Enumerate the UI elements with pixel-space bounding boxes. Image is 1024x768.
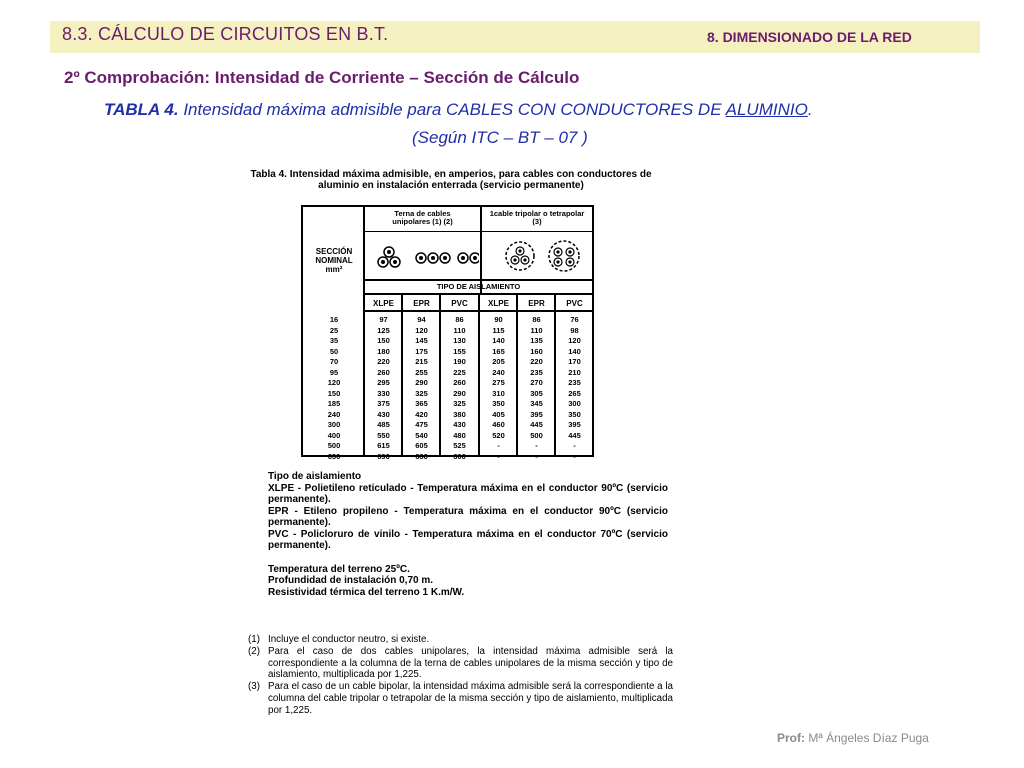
table-cell: 145 <box>415 336 428 345</box>
table-cell: 240 <box>327 409 341 419</box>
table-hline-values <box>363 310 592 312</box>
table-cell: 380 <box>453 409 466 419</box>
table-cell: 165 <box>492 346 505 356</box>
ampacity-table <box>301 205 594 461</box>
group-unipolar-header <box>365 210 480 226</box>
table-cell: 300 <box>327 420 341 429</box>
table-cell: 110 <box>530 325 543 335</box>
table-cell: 430 <box>453 420 466 429</box>
col-head-pvc-1: PVC <box>451 299 468 308</box>
table-cell: - <box>573 451 576 461</box>
table-cell: 50 <box>329 346 339 356</box>
table-cell: - <box>497 441 500 450</box>
table-cell: 525 <box>453 441 466 450</box>
footnote-text: Incluye el conductor neutro, si existe. <box>268 634 430 645</box>
table-cell: 185 <box>327 399 341 408</box>
table-title-lead: TABLA 4. <box>104 100 179 119</box>
table-caption <box>236 169 666 191</box>
col-head-xlpe-1: XLPE <box>373 299 394 308</box>
table-cell: - <box>535 441 538 450</box>
table-cell: 600 <box>453 451 466 461</box>
footnote-text: Para el caso de dos cables unipolares, la intensidad máxima admisible será la correspondiente a la columna de la terna de cables unipolares de la misma sección y tipo de aislamiento, multiplicada por 1,225. <box>268 645 673 681</box>
table-cell: 365 <box>415 399 428 408</box>
table-cell: - <box>573 441 576 450</box>
table-hline-group <box>363 231 592 232</box>
group-unipolar-line-2: unipolares (1) (2) <box>392 217 453 226</box>
notes-insulation-title: Tipo de aislamiento <box>268 471 362 482</box>
table-cell: - <box>497 451 500 461</box>
table-title-end: . <box>807 100 813 119</box>
table-cell: 86 <box>455 315 464 324</box>
table-cell: 400 <box>327 430 341 440</box>
table-cell: 255 <box>415 367 428 377</box>
footnote-number: (2) <box>248 645 260 657</box>
section-label-line-2: NOMINAL <box>315 256 353 265</box>
insulation-type-header: TIPO DE AISLAMIENTO <box>436 282 521 291</box>
table-cell: 235 <box>568 378 581 387</box>
table-cell: 70 <box>329 357 339 366</box>
table-cell: 520 <box>492 430 505 440</box>
section-label <box>303 247 365 274</box>
table-cell: 460 <box>492 420 505 429</box>
table-cell: 500 <box>327 441 341 450</box>
table-cell: 210 <box>568 367 581 377</box>
table-cell: 175 <box>415 346 428 356</box>
table-cell: 420 <box>415 409 428 419</box>
table-cell: 310 <box>492 388 505 398</box>
table-cell: 480 <box>453 430 466 440</box>
group-tripolar-line-1: 1cable tripolar o tetrapolar <box>489 209 585 218</box>
slide-subtitle: 2º Comprobación: Intensidad de Corriente – Sección de Cálculo <box>64 68 580 87</box>
table-cell: 150 <box>327 388 341 398</box>
table-cell: 25 <box>329 325 339 335</box>
table-cell: 540 <box>415 430 428 440</box>
table-cell: 485 <box>377 420 390 429</box>
header-title: 8.3. CÁLCULO DE CIRCUITOS EN B.T. <box>62 24 389 44</box>
table-cell: 300 <box>568 399 581 408</box>
table-hline-insulation <box>363 279 592 281</box>
section-label-line-3: mm² <box>325 265 343 274</box>
author-name: Mª Ángeles Díaz Puga <box>805 731 929 745</box>
table-cell: 110 <box>453 325 466 335</box>
footnote-number: (3) <box>248 681 260 693</box>
table-cell: 155 <box>453 346 466 356</box>
table-cell: 350 <box>492 399 505 408</box>
table-cell: 97 <box>379 315 388 324</box>
table-cell: 395 <box>530 409 543 419</box>
table-cell: 220 <box>530 357 543 366</box>
table-cell: 325 <box>415 388 428 398</box>
table-cell: 550 <box>377 430 390 440</box>
table-cell: 215 <box>415 357 428 366</box>
footnote-item <box>248 681 673 716</box>
caption-line-1: Tabla 4. Intensidad máxima admisible, en amperios, para cables con conductores de <box>250 169 652 180</box>
table-cell: 98 <box>570 325 579 335</box>
table-cell: 475 <box>415 420 428 429</box>
group-tripolar-header <box>482 210 592 226</box>
table-cell: 330 <box>377 388 390 398</box>
insulation-notes <box>268 471 668 598</box>
col-head-pvc-2: PVC <box>566 299 583 308</box>
table-cell: 270 <box>530 378 543 387</box>
table-cell: 345 <box>530 399 543 408</box>
values-column-xlpe-1 <box>365 315 402 462</box>
table-cell: 290 <box>415 378 428 387</box>
table-cell: 150 <box>377 336 390 345</box>
table-cell: 445 <box>568 430 581 440</box>
footnote-text: Para el caso de un cable bipolar, la intensidad máxima admisible será la correspondiente a la columna del cable tripolar o tetrapolar de la misma sección y tipo de aislamiento, multiplicada por 1,225. <box>268 681 673 716</box>
notes-resistivity: Resistividad térmica del terreno 1 K.m/W. <box>268 586 465 598</box>
table-cell: 445 <box>530 420 543 429</box>
table-title-source: (Según ITC – BT – 07 ) <box>412 128 588 147</box>
table-cell: 260 <box>377 367 390 377</box>
table-cell: 265 <box>568 388 581 398</box>
table-cell: 615 <box>377 441 390 450</box>
footnotes <box>248 634 673 717</box>
table-cell: 680 <box>415 451 428 461</box>
table-cell: 35 <box>329 336 339 345</box>
table-cell: - <box>535 451 538 461</box>
caption-line-2: aluminio en instalación enterrada (servicio permanente) <box>318 180 584 191</box>
table-cell: 605 <box>415 441 428 450</box>
author-prefix: Prof: <box>777 731 805 745</box>
table-cell: 305 <box>530 388 543 398</box>
table-hline-columns <box>363 293 592 295</box>
table-cell: 76 <box>570 315 579 324</box>
table-cell: 500 <box>530 430 543 440</box>
table-cell: 325 <box>453 399 466 408</box>
section-label-line-1: SECCIÓN <box>315 247 353 256</box>
group-tripolar-line-2: (3) <box>532 217 542 226</box>
table-cell: 135 <box>530 336 543 345</box>
table-cell: 94 <box>417 315 426 324</box>
table-cell: 275 <box>492 378 505 387</box>
values-column-epr-2 <box>518 315 555 462</box>
table-cell: 130 <box>453 336 466 345</box>
table-cell: 235 <box>530 367 543 377</box>
table-cell: 205 <box>492 357 505 366</box>
col-head-xlpe-2: XLPE <box>488 299 509 308</box>
table-cell: 140 <box>568 346 581 356</box>
table-cell: 430 <box>377 409 390 419</box>
table-cell: 180 <box>377 346 390 356</box>
table-cell: 240 <box>492 367 505 377</box>
values-column-pvc-2 <box>556 315 593 462</box>
table-cell: 120 <box>568 336 581 345</box>
footnote-item <box>248 646 673 681</box>
sections-column <box>303 315 365 462</box>
table-cell: 140 <box>492 336 505 345</box>
table-cell: 395 <box>568 420 581 429</box>
table-cell: 125 <box>377 325 390 335</box>
notes-epr: EPR - Etileno propileno - Temperatura máxima en el conductor 90ºC (servicio permanente). <box>268 505 668 528</box>
table-cell: 190 <box>453 357 466 366</box>
footnote-item <box>248 634 673 646</box>
author-footer <box>777 731 929 745</box>
col-head-epr-2: EPR <box>528 299 545 308</box>
values-column-epr-1 <box>403 315 440 462</box>
table-title-text: Intensidad máxima admisible para CABLES CON CONDUCTORES DE <box>178 100 726 119</box>
table-cell: 95 <box>329 367 339 377</box>
table-cell: 16 <box>329 315 339 324</box>
tripolar-cables-icon <box>482 234 592 278</box>
table-cell: 290 <box>453 388 466 398</box>
table-cell: 295 <box>377 378 390 387</box>
table-cell: 160 <box>530 346 543 356</box>
footnote-number: (1) <box>248 634 260 645</box>
table-cell: 630 <box>327 451 341 461</box>
group-unipolar-line-1: Terna de cables <box>394 209 451 218</box>
table-cell: 170 <box>568 357 581 366</box>
header-section: 8. DIMENSIONADO DE LA RED <box>707 29 912 45</box>
unipolar-cables-icon <box>365 234 479 278</box>
table-cell: 350 <box>568 409 581 419</box>
table-cell: 220 <box>377 357 390 366</box>
values-column-pvc-1 <box>441 315 478 462</box>
table-title-underlined: ALUMINIO <box>725 100 808 119</box>
notes-xlpe: XLPE - Polietileno reticulado - Temperatura máxima en el conductor 90ºC (servicio permanente). <box>268 482 668 505</box>
table-cell: 90 <box>494 315 503 324</box>
table-cell: 225 <box>453 367 466 377</box>
table-cell: 405 <box>492 409 505 419</box>
table-cell: 375 <box>377 399 390 408</box>
table-title <box>104 100 813 120</box>
values-column-xlpe-2 <box>480 315 517 462</box>
table-cell: 260 <box>453 378 466 387</box>
notes-temperature: Temperatura del terreno 25ºC. <box>268 563 410 575</box>
table-cell: 690 <box>377 451 390 461</box>
table-cell: 120 <box>327 378 341 387</box>
notes-pvc: PVC - Policloruro de vinilo - Temperatura máxima en el conductor 70ºC (servicio permanente). <box>268 528 668 551</box>
table-cell: 86 <box>532 315 541 324</box>
notes-depth: Profundidad de instalación 0,70 m. <box>268 575 434 586</box>
table-cell: 120 <box>415 325 428 335</box>
table-cell: 115 <box>492 325 505 335</box>
col-head-epr-1: EPR <box>413 299 430 308</box>
